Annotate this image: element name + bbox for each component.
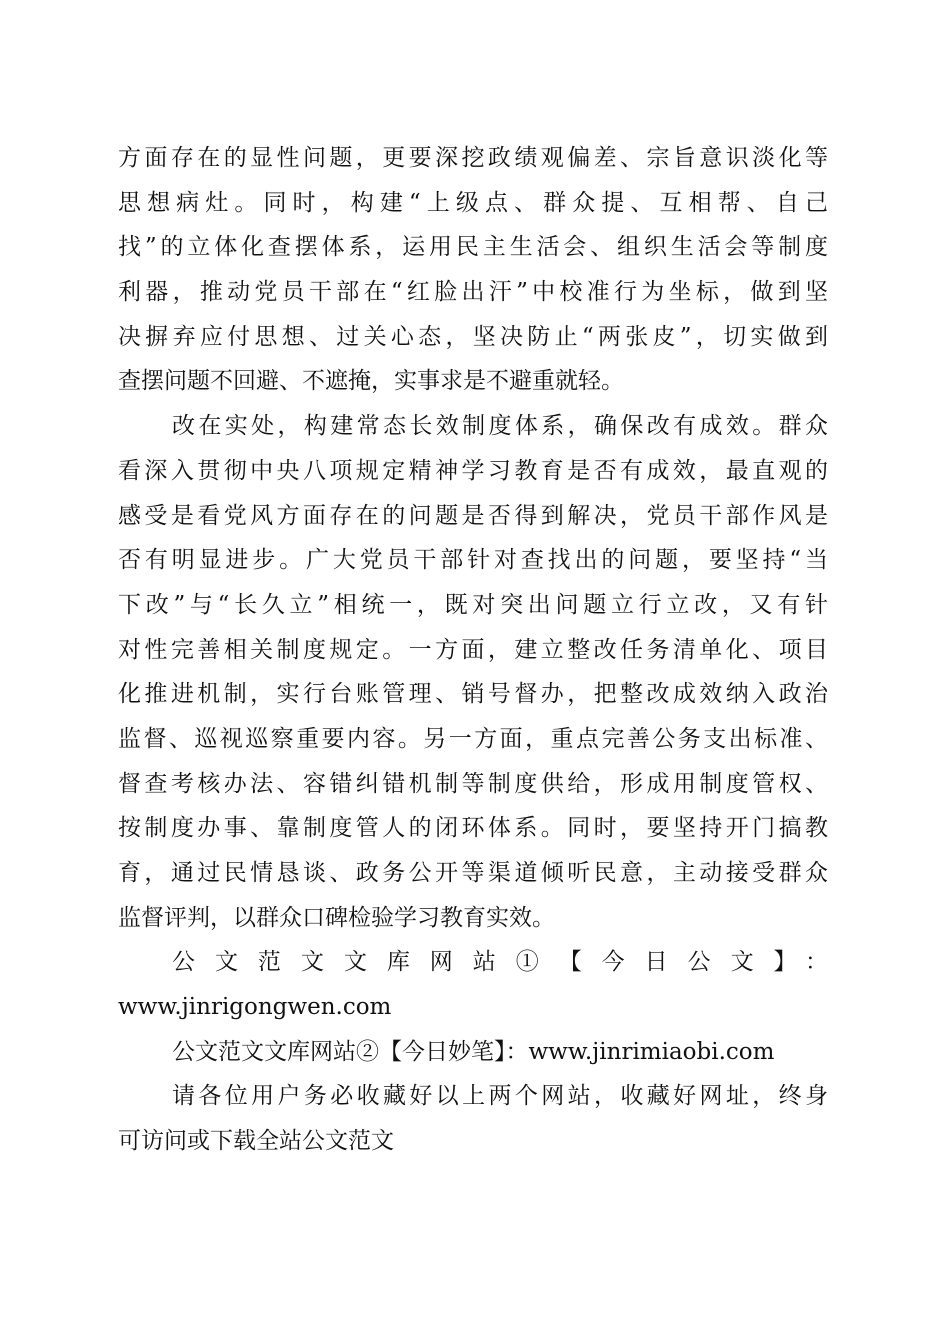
text-line: 方面存在的显性问题，更要深挖政绩观偏差、宗旨意识淡化等: [118, 145, 828, 171]
text-line: 下改”与“长久立”相统一，既对突出问题立行立改，又有针: [118, 591, 828, 618]
text-line: 查摆问题不回避、不遮掩，实事求是不避重就轻。: [118, 368, 624, 395]
text-line: 找”的立体化查摆体系，运用民主生活会、组织生活会等制度: [118, 234, 828, 261]
text-line: 看深入贯彻中央八项规定精神学习教育是否有成效，最直观的: [118, 457, 828, 484]
text-line: 化推进机制，实行台账管理、销号督办，把整改成效纳入政治: [118, 681, 828, 708]
text-line: 监督评判，以群众口碑检验学习教育实效。: [118, 904, 555, 931]
text-line: 对性完善相关制度规定。一方面，建立整改任务清单化、项目: [118, 636, 828, 663]
text-line: 利器，推动党员干部在“红脸出汗”中校准行为坐标，做到坚: [118, 279, 828, 306]
text-line: 否有明显进步。广大党员干部针对查找出的问题，要坚持“当: [118, 547, 828, 574]
text-line: 按制度办事、靠制度管人的闭环体系。同时，要坚持开门搞教: [118, 815, 828, 842]
website-1-url[interactable]: www.jinrigongwen.com: [118, 994, 392, 1021]
document-body: [118, 136, 828, 1164]
website-1-label-line: 公文范文文库网站①【今日公文】：: [172, 949, 828, 976]
bookmark-notice-end: 可访问或下载全站公文范文: [118, 1128, 394, 1155]
text-line: 感受是看党风方面存在的问题是否得到解决，党员干部作风是: [118, 502, 828, 529]
text-line: 督查考核办法、容错纠错机制等制度供给，形成用制度管权、: [118, 770, 828, 797]
text-line: 决摒弃应付思想、过关心态，坚决防止“两张皮”，切实做到: [118, 323, 828, 350]
paragraph-start-line: 改在实处，构建常态长效制度体系，确保改有成效。群众: [172, 413, 828, 440]
bookmark-notice-line: 请各位用户务必收藏好以上两个网站，收藏好网址，终身: [172, 1083, 828, 1110]
website-2-line[interactable]: 公文范文文库网站②【今日妙笔】：www.jinrimiaobi.com: [172, 1038, 775, 1065]
text-line: 监督、巡视巡察重要内容。另一方面，重点完善公务支出标准、: [118, 725, 828, 752]
text-line: 育，通过民情恳谈、政务公开等渠道倾听民意，主动接受群众: [118, 860, 828, 886]
text-line: 思想病灶。同时，构建“上级点、群众提、互相帮、自己: [118, 189, 828, 216]
